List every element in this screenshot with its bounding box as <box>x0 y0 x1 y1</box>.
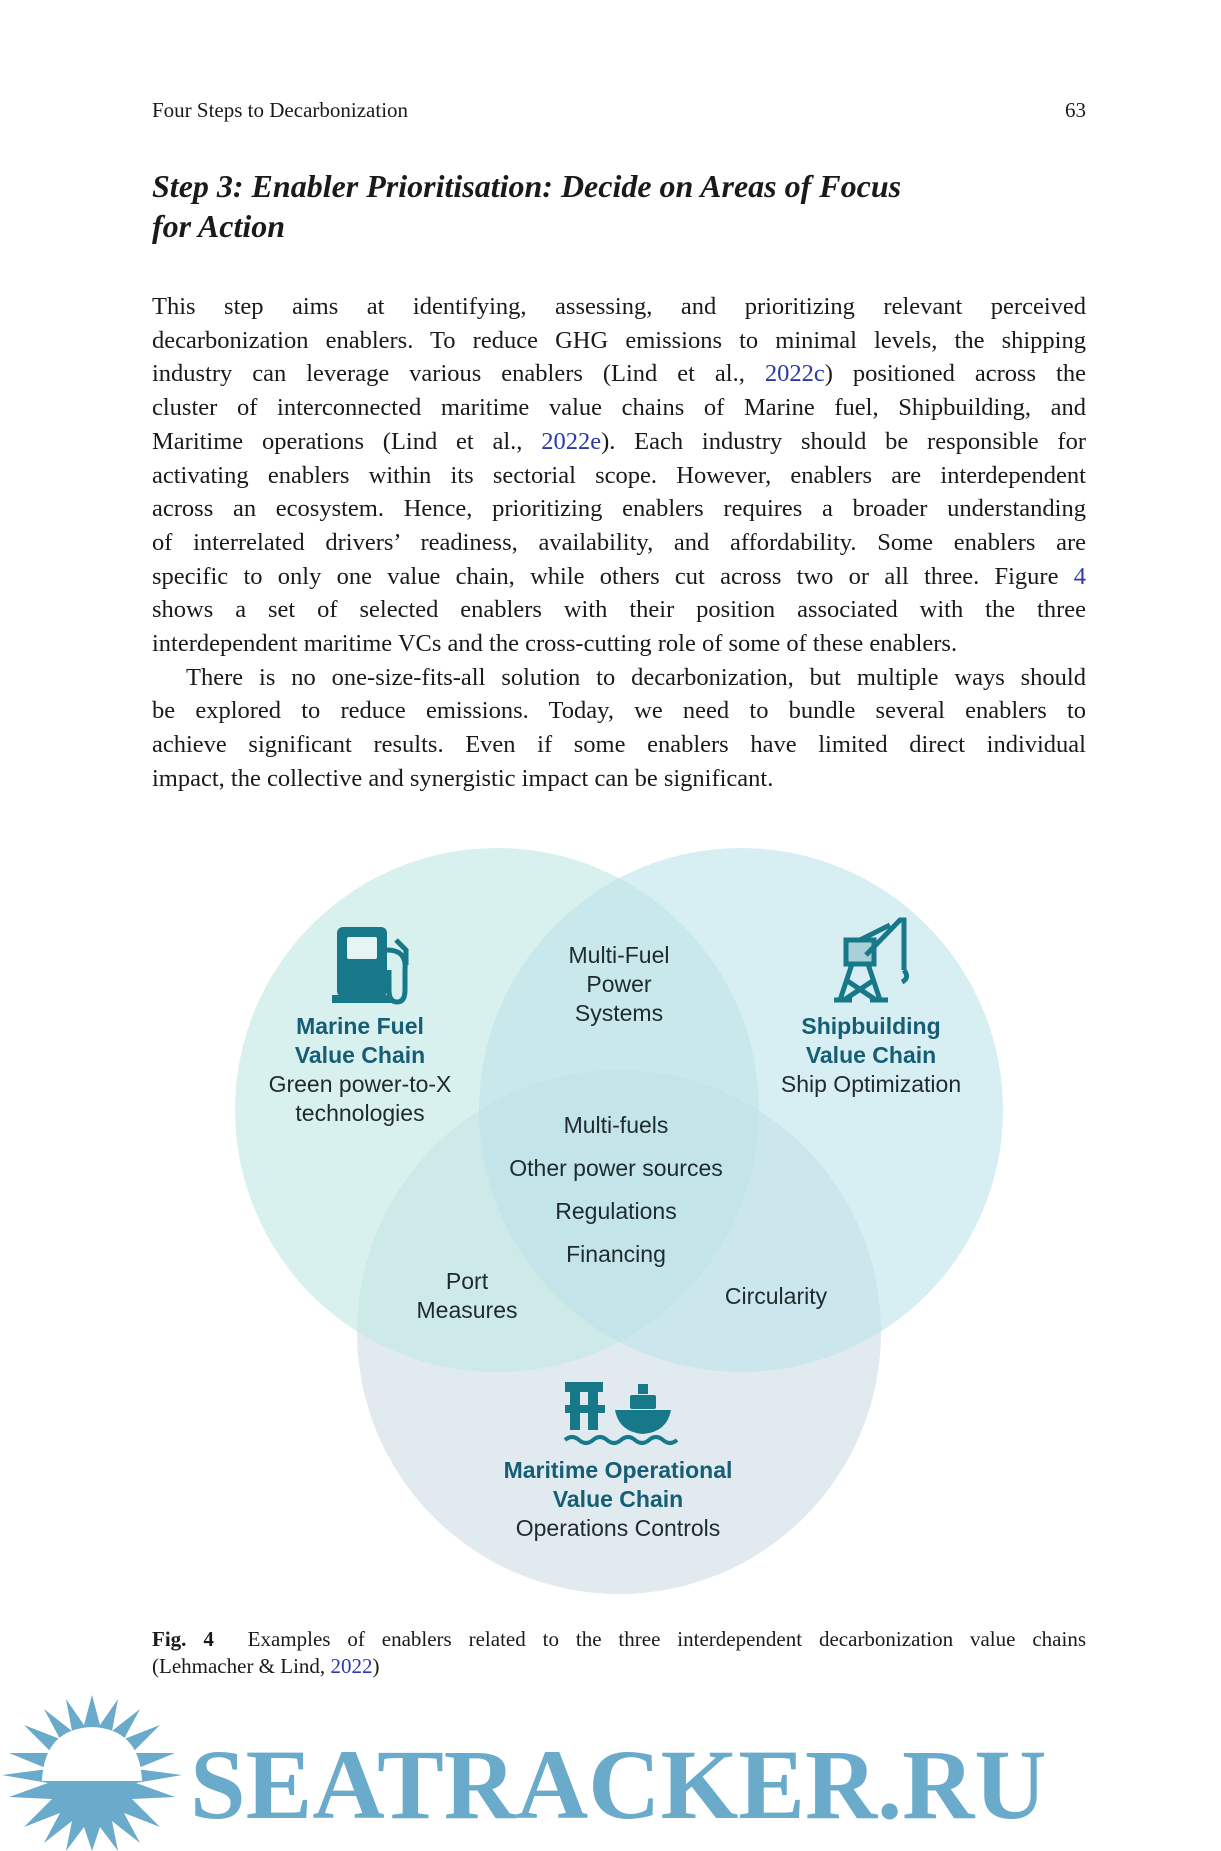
chain-desc: technologies <box>295 1100 425 1126</box>
text-line: decarbonization enablers. To reduce GHG emissions to minimal levels, the shipping <box>152 326 1086 354</box>
text-line: activating enablers within its sectorial scope. However, enablers are interdependent <box>152 461 1086 489</box>
overlap-top-label <box>569 941 670 1028</box>
text: specific to only one value chain, while others cut across two or all three. Figure <box>152 562 1074 590</box>
text-line: across an ecosystem. Hence, prioritizing enablers requires a broader understanding <box>152 495 1086 523</box>
text-line: of interrelated drivers’ readiness, availability, and affordability. Some enablers are <box>152 528 1086 556</box>
chain-title: Maritime Operational <box>503 1457 733 1483</box>
shipbuilding-label <box>781 1012 961 1099</box>
circularity-label: Circularity <box>724 1283 828 1309</box>
text-line: shows a set of selected enablers with their position associated with the three <box>152 596 1086 624</box>
chain-title: Value Chain <box>294 1042 426 1068</box>
section-title-line: for Action <box>152 208 286 244</box>
text-line: This step aims at identifying, assessing, and prioritizing relevant perceived <box>152 293 1086 320</box>
marine-fuel-label <box>269 1012 452 1128</box>
running-title: Four Steps to Decarbonization <box>152 98 409 122</box>
chain-title: Value Chain <box>805 1042 937 1068</box>
chain-desc: Operations Controls <box>515 1515 721 1541</box>
figure-caption <box>152 1626 1086 1680</box>
caption-label: Fig. 4 <box>152 1627 214 1651</box>
text: ) positioned across the <box>824 360 1086 388</box>
caption-line <box>152 1653 1086 1680</box>
port-measures-label <box>417 1267 518 1325</box>
chain-title: Marine Fuel <box>296 1013 424 1039</box>
center-item: Regulations <box>555 1198 677 1224</box>
caption-line <box>152 1626 1086 1653</box>
maritime-ops-label <box>504 1456 733 1543</box>
text: industry can leverage various enablers (Lind et al., <box>152 360 765 388</box>
caption-text: ) <box>372 1654 380 1678</box>
text-line: interdependent maritime VCs and the cross-cutting role of some of these enablers. <box>152 630 958 658</box>
text-line: cluster of interconnected maritime value chains of Marine fuel, Shipbuilding, and <box>152 394 1086 422</box>
chain-desc: Green power-to-X <box>268 1071 452 1097</box>
caption-text: Examples of enablers related to the three interdependent decarbonization value chains <box>247 1627 1087 1651</box>
center-item: Other power sources <box>509 1155 723 1181</box>
chain-desc: Ship Optimization <box>780 1071 962 1097</box>
overlap-item: Measures <box>416 1297 518 1323</box>
sun-logo-icon <box>0 1695 185 1851</box>
text-line: be explored to reduce emissions. Today, we need to bundle several enablers to <box>152 697 1086 725</box>
citation-link[interactable]: 2022 <box>330 1654 373 1678</box>
text-line: impact, the collective and synergistic impact can be significant. <box>152 764 774 792</box>
overlap-item: Systems <box>574 1000 664 1026</box>
watermark: SEATRACKER.RU <box>190 1729 1047 1840</box>
center-enablers <box>509 1104 722 1276</box>
chain-title: Shipbuilding <box>801 1013 941 1039</box>
overlap-item: Port <box>445 1268 489 1294</box>
text-line: achieve significant results. Even if some enablers have limited direct individual <box>152 731 1086 759</box>
overlap-item: Multi-Fuel <box>568 942 670 968</box>
caption-text: (Lehmacher & Lind, <box>152 1654 331 1678</box>
citation-link[interactable]: 2022c <box>764 360 825 388</box>
center-item: Financing <box>566 1241 666 1267</box>
chain-title: Value Chain <box>552 1486 684 1512</box>
center-item: Multi-fuels <box>563 1112 669 1138</box>
page-number: 63 <box>1065 98 1086 122</box>
text: ). Each industry should be responsible for <box>601 427 1086 455</box>
text-line: There is no one-size-fits-all solution to decarbonization, but multiple ways should <box>186 663 1086 691</box>
citation-link[interactable]: 2022e <box>541 427 602 455</box>
overlap-item: Power <box>586 971 652 997</box>
text: Maritime operations (Lind et al., <box>152 427 542 455</box>
figure-link[interactable]: 4 <box>1073 562 1086 590</box>
section-title-line: Step 3: Enabler Prioritisation: Decide on Areas of Focus <box>152 168 902 204</box>
